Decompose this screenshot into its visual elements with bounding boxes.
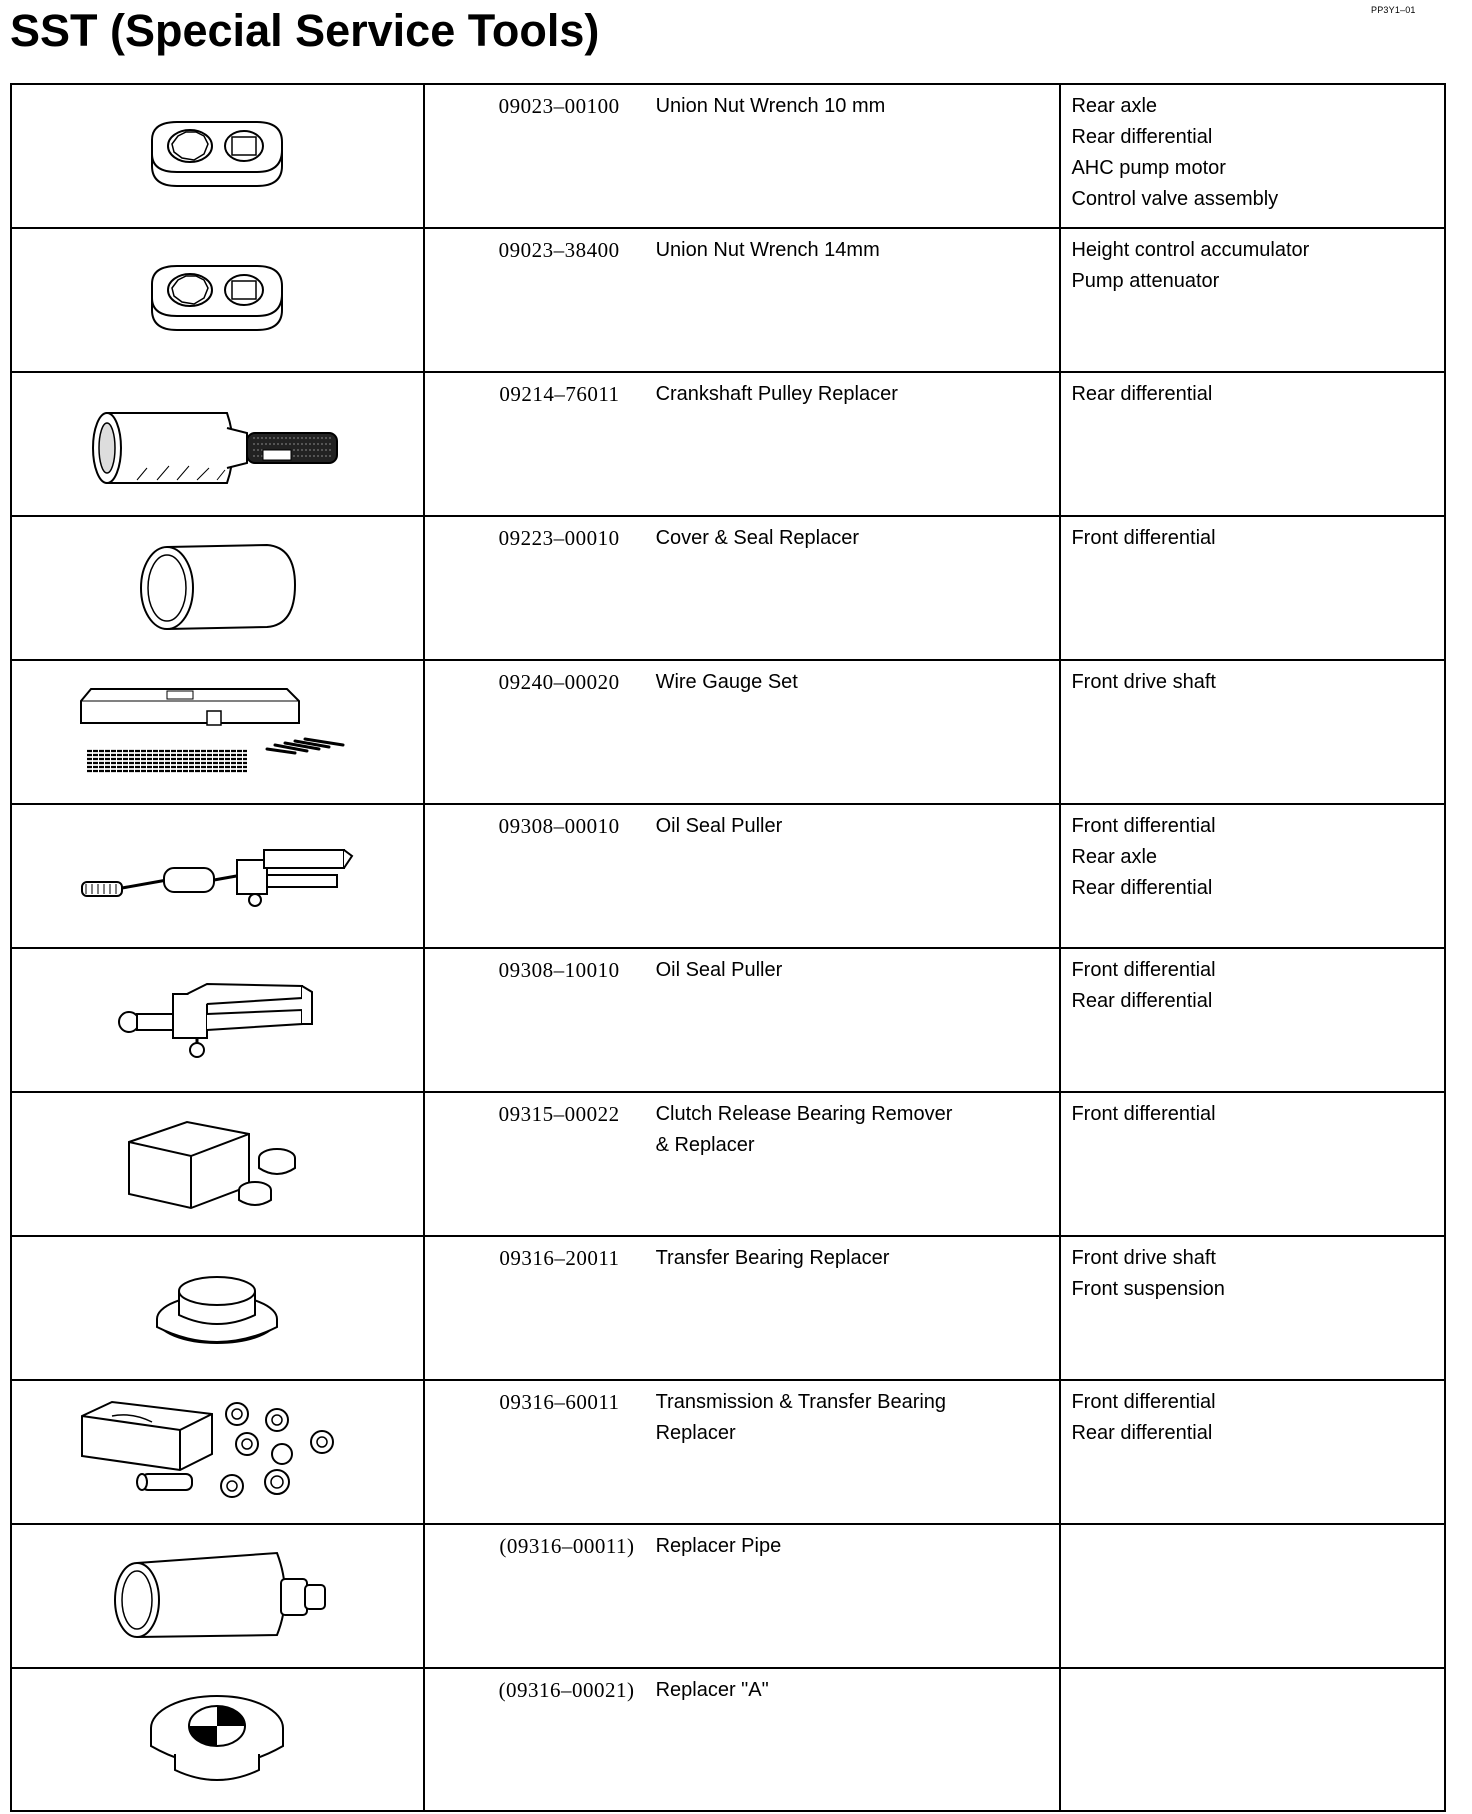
tool-description-cell [424, 84, 1061, 228]
tool-row [11, 1092, 1445, 1236]
tool-name [656, 91, 986, 122]
page-code: PP3Y1–01 [1371, 5, 1416, 15]
tool-usage-cell [1060, 1092, 1445, 1236]
tool-name [656, 811, 986, 842]
tool-usage-cell [1060, 660, 1445, 804]
tool-row [11, 1380, 1445, 1524]
replacer-set-case-icon [72, 1394, 362, 1509]
tool-description-cell [424, 1380, 1061, 1524]
union-nut-wrench-icon [132, 110, 302, 200]
crankshaft-pulley-replacer-icon [77, 388, 357, 498]
usage-item: Rear differential [1071, 877, 1213, 899]
tool-usage-cell [1060, 948, 1445, 1092]
tool-description-cell [424, 1236, 1061, 1380]
tool-illustration-cell [11, 804, 424, 948]
tool-illustration-cell [11, 660, 424, 804]
tool-usage-cell [1060, 516, 1445, 660]
tool-row [11, 84, 1445, 228]
usage-item: Rear differential [1071, 990, 1213, 1012]
tool-description-cell [424, 1524, 1061, 1668]
cylinder-replacer-icon [127, 527, 307, 647]
tool-row [11, 1668, 1445, 1811]
tool-row [11, 228, 1445, 372]
usage-item: Height control accumulator [1071, 239, 1310, 261]
tool-row [11, 516, 1445, 660]
part-number: 09214–76011 [499, 382, 620, 406]
tool-description-cell [424, 948, 1061, 1092]
tool-name [656, 1675, 986, 1706]
tool-name-line: Clutch Release Bearing Remover [655, 1103, 953, 1125]
tool-usage-cell [1060, 372, 1445, 516]
slide-hammer-puller-icon [72, 830, 362, 920]
tool-usage-cell [1060, 1524, 1445, 1668]
tool-name [656, 955, 986, 986]
tool-row [11, 948, 1445, 1092]
page-title: SST (Special Service Tools) [10, 5, 600, 56]
tool-row [11, 372, 1445, 516]
usage-item: AHC pump motor [1071, 157, 1226, 179]
tool-usage-cell [1060, 1236, 1445, 1380]
usage-item: Front drive shaft [1071, 671, 1216, 693]
tool-name [656, 1099, 986, 1161]
usage-item: Pump attenuator [1071, 270, 1220, 292]
tool-name-line: Union Nut Wrench 10 mm [655, 95, 886, 117]
tool-name [656, 1387, 986, 1449]
tool-illustration-cell [11, 1236, 424, 1380]
replacer-a-icon [137, 1684, 297, 1794]
tool-illustration-cell [11, 372, 424, 516]
tool-illustration-cell [11, 84, 424, 228]
part-number: 09316–60011 [499, 1390, 620, 1414]
part-number: 09023–00100 [498, 94, 620, 118]
part-number: 09316–20011 [499, 1246, 620, 1270]
usage-item: Front differential [1071, 815, 1216, 837]
tool-illustration-cell [11, 516, 424, 660]
replacer-pipe-icon [97, 1545, 337, 1645]
tool-name-line: Wire Gauge Set [655, 671, 798, 693]
usage-item: Front differential [1071, 959, 1216, 981]
tool-description-cell [424, 804, 1061, 948]
tool-name-line: Replacer Pipe [655, 1535, 782, 1557]
seal-puller-icon [107, 964, 327, 1074]
tool-description-cell [424, 1092, 1061, 1236]
part-number: 09308–10010 [498, 958, 620, 982]
part-number: 09023–38400 [498, 238, 620, 262]
usage-item: Rear differential [1071, 126, 1213, 148]
tool-usage-cell [1060, 228, 1445, 372]
tool-usage-cell [1060, 804, 1445, 948]
tool-usage-cell [1060, 1668, 1445, 1811]
usage-item: Front drive shaft [1071, 1247, 1216, 1269]
tool-row [11, 804, 1445, 948]
tool-row [11, 1524, 1445, 1668]
usage-item: Front differential [1071, 1391, 1216, 1413]
usage-item: Rear differential [1071, 1422, 1213, 1444]
box-with-discs-icon [117, 1108, 317, 1218]
tool-name [656, 235, 986, 266]
wire-gauge-set-icon [67, 671, 367, 791]
tool-name [656, 523, 986, 554]
tool-name-line: Replacer "A" [655, 1679, 769, 1701]
tool-description-cell [424, 1668, 1061, 1811]
part-number: 09308–00010 [498, 814, 620, 838]
usage-item: Rear axle [1071, 846, 1158, 868]
tool-name-line: Cover & Seal Replacer [655, 527, 859, 549]
part-number: 09240–00020 [498, 670, 620, 694]
flanged-replacer-icon [147, 1257, 287, 1357]
tool-name [656, 379, 986, 410]
tool-name [656, 667, 986, 698]
part-number: 09315–00022 [498, 1102, 620, 1126]
tool-illustration-cell [11, 948, 424, 1092]
part-number: (09316–00021) [498, 1678, 635, 1702]
tool-name [656, 1243, 986, 1274]
union-nut-wrench-icon [132, 254, 302, 344]
tool-description-cell [424, 660, 1061, 804]
tool-name-line: Transfer Bearing Replacer [655, 1247, 890, 1269]
usage-item: Front suspension [1071, 1278, 1225, 1300]
tool-row [11, 1236, 1445, 1380]
tool-description-cell [424, 228, 1061, 372]
usage-item: Front differential [1071, 527, 1216, 549]
tool-name-line: Crankshaft Pulley Replacer [655, 383, 898, 405]
tool-illustration-cell [11, 1092, 424, 1236]
tool-name-line: Union Nut Wrench 14mm [655, 239, 880, 261]
tool-usage-cell [1060, 1380, 1445, 1524]
tool-name-line: Replacer [655, 1422, 736, 1444]
usage-item: Front differential [1071, 1103, 1216, 1125]
sst-table [10, 83, 1446, 1812]
tool-row [11, 660, 1445, 804]
usage-item: Control valve assembly [1071, 188, 1279, 210]
part-number: (09316–00011) [499, 1534, 635, 1558]
usage-item: Rear differential [1071, 383, 1213, 405]
tool-name-line: & Replacer [655, 1134, 755, 1156]
tool-name-line: Oil Seal Puller [655, 815, 783, 837]
tool-usage-cell [1060, 84, 1445, 228]
tool-illustration-cell [11, 1668, 424, 1811]
tool-name-line: Oil Seal Puller [655, 959, 783, 981]
tool-illustration-cell [11, 1380, 424, 1524]
tool-name [656, 1531, 986, 1562]
usage-item: Rear axle [1071, 95, 1158, 117]
tool-name-line: Transmission & Transfer Bearing [655, 1391, 947, 1413]
tool-description-cell [424, 372, 1061, 516]
tool-illustration-cell [11, 1524, 424, 1668]
part-number: 09223–00010 [498, 526, 620, 550]
tool-description-cell [424, 516, 1061, 660]
tool-illustration-cell [11, 228, 424, 372]
